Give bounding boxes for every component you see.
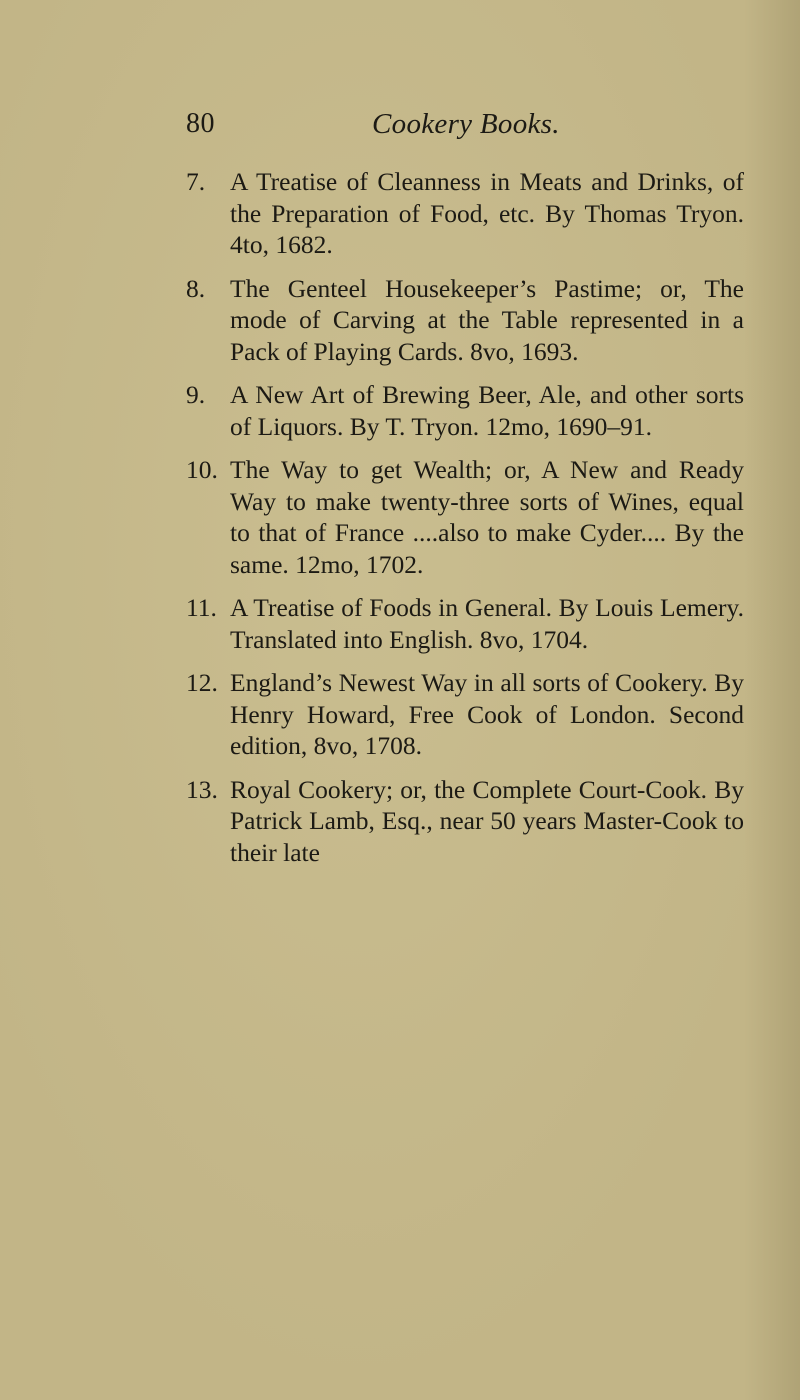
- list-item: [186, 166, 744, 261]
- entry-number: 9.: [186, 380, 206, 409]
- entry-text: Royal Cookery; or, the Complete Court-Cook. By Patrick Lamb, Esq., near 50 years Master-Cook to their late: [230, 774, 744, 867]
- list-item: [186, 667, 744, 762]
- entry-number: 8.: [186, 273, 206, 303]
- entry-text: A Treatise of Cleanness in Meats and Drinks, of the Preparation of Food, etc. By Thomas Tryon. 4to, 1682.: [230, 167, 744, 259]
- list-item: [186, 774, 744, 869]
- entry-text: England’s Newest Way in all sorts of Cookery. By Henry Howard, Free Cook of London. Second edition, 8vo, 1708.: [230, 668, 744, 760]
- list-item: [186, 454, 744, 580]
- bibliography-list: [186, 166, 744, 880]
- entry-number: 11.: [186, 593, 217, 622]
- entry-number: 12.: [186, 668, 218, 697]
- entry-number: 10.: [186, 455, 218, 484]
- list-item: [186, 379, 744, 442]
- entry-text: A New Art of Brewing Beer, Ale, and other sorts of Liquors. By T. Tryon. 12mo, 1690–91.: [230, 380, 744, 441]
- list-item: [186, 592, 744, 655]
- page-number: 80: [186, 108, 215, 139]
- entry-text: The Genteel Housekeeper’s Pastime; or, The mode of Carving at the Table represented in a Pack of Playing Cards. 8vo, 1693.: [230, 273, 744, 366]
- entry-number: 7.: [186, 167, 206, 196]
- list-item: [186, 273, 744, 368]
- page-title: Cookery Books.: [372, 108, 560, 140]
- entry-number: 13.: [186, 774, 218, 804]
- entry-text: The Way to get Wealth; or, A New and Ready Way to make twenty-three sorts of Wines, equal to that of France ....also to make Cyder.... By the same. 12mo, 1702.: [230, 455, 744, 579]
- entry-text: A Treatise of Foods in General. By Louis Lemery. Translated into English. 8vo, 1704.: [230, 593, 744, 654]
- running-head: [186, 108, 746, 148]
